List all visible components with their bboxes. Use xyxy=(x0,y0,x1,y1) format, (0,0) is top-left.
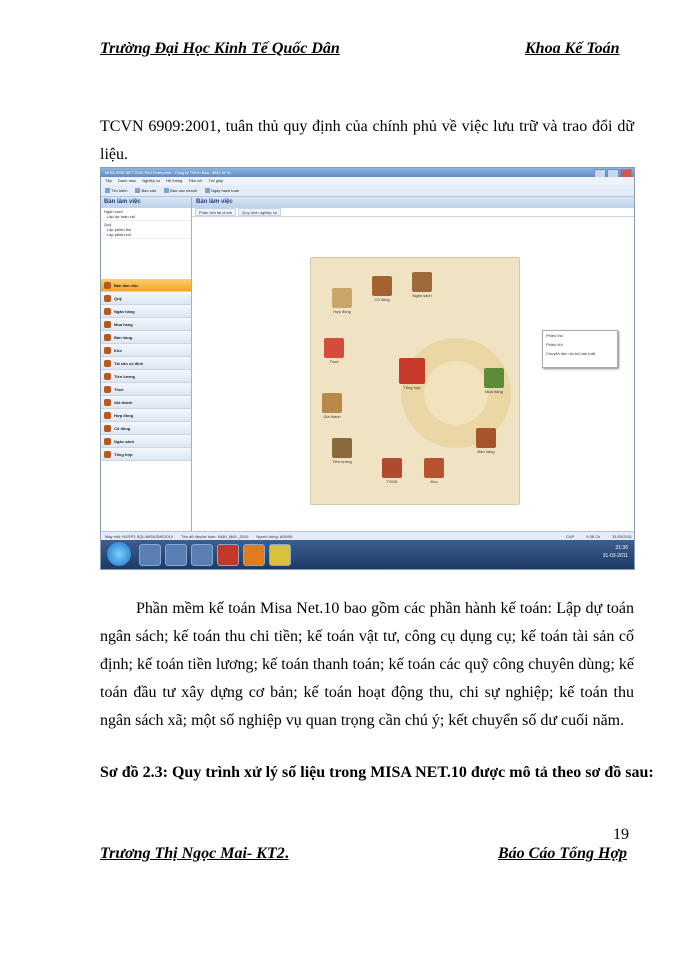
folder-icon[interactable] xyxy=(165,544,187,566)
menu-item[interactable]: Hệ thống xyxy=(166,178,183,183)
footer-author: Trương Thị Ngọc Mai- KT2. xyxy=(100,845,289,862)
module-budget[interactable]: Ngân sách xyxy=(101,435,191,448)
shareholder-icon xyxy=(104,425,111,432)
status-user: Người dùng: ADMIN xyxy=(256,534,293,539)
explorer-icon[interactable] xyxy=(139,544,161,566)
asset-icon xyxy=(382,458,402,478)
asset-icon xyxy=(104,360,111,367)
costing-icon xyxy=(322,393,342,413)
sales-icon xyxy=(476,428,496,448)
process-board xyxy=(310,257,520,505)
paragraph-intro: TCVN 6909:2001, tuân thủ quy định của chính phủ về việc lưu trữ và trao đổi dữ liệu. xyxy=(100,118,634,163)
module-sales[interactable]: Bán hàng xyxy=(101,331,191,344)
status-server: Máy chủ: NXSP3 SQL/MISASME2010 xyxy=(105,534,174,539)
contract-icon xyxy=(332,288,352,308)
desk-icon xyxy=(104,282,111,289)
node-contract[interactable]: Hợp đồng xyxy=(327,288,357,314)
tax-icon xyxy=(324,338,344,358)
report-icon xyxy=(135,188,140,193)
toolbar-search[interactable]: Tìm kiếm xyxy=(105,188,127,193)
cart-icon xyxy=(484,368,504,388)
node-tax[interactable]: Thuế xyxy=(319,338,349,364)
node-costing[interactable]: Giá thành xyxy=(317,393,347,419)
module-purchase[interactable]: Mua hàng xyxy=(101,318,191,331)
status-caps: CAP xyxy=(566,534,575,539)
node-payroll[interactable]: Tiền lương xyxy=(327,438,357,464)
shareholder-icon xyxy=(372,276,392,296)
toolbar-report[interactable]: Báo cáo xyxy=(135,188,156,193)
module-contract[interactable]: Hợp đồng xyxy=(101,409,191,422)
tax-icon xyxy=(104,386,111,393)
window-titlebar xyxy=(101,168,634,177)
shortcut-item[interactable]: Lập phiếu chi xyxy=(107,232,131,237)
menu-item[interactable]: Danh mục xyxy=(117,178,137,183)
status-database: Tên dữ liệu/kế toán: NAM_MAY_2010 xyxy=(181,534,249,539)
general-icon xyxy=(104,451,111,458)
diagram-caption: Sơ đồ 2.3: Quy trình xử lý số liệu trong MISA NET.10 được mô tả theo sơ đồ sau: xyxy=(100,764,654,781)
status-date: 31/03/2011 xyxy=(612,534,632,539)
context-item-receipt[interactable]: Phiếu thu xyxy=(546,333,563,338)
module-bank[interactable]: Ngân hàng xyxy=(101,305,191,318)
payroll-icon xyxy=(332,438,352,458)
node-fixed-assets[interactable]: TSCĐ xyxy=(377,458,407,484)
calendar-icon xyxy=(205,188,210,193)
module-cash[interactable]: Quỹ xyxy=(101,292,191,305)
window-title: MISA SME.NET 2010 R40 Enterprise - Công ty TNHH Bảo - Điện tử XL xyxy=(105,170,232,175)
context-item-transfer[interactable]: Chuyển tiền nội bộ bán mặt xyxy=(546,351,595,356)
node-general[interactable]: Tổng hợp xyxy=(397,358,427,390)
chrome-icon[interactable] xyxy=(269,544,291,566)
module-tax[interactable]: Thuế xyxy=(101,383,191,396)
group-heading: Quỹ xyxy=(104,222,112,227)
module-shareholder[interactable]: Cổ đông xyxy=(101,422,191,435)
menu-item[interactable]: Tệp xyxy=(105,178,112,183)
menu-item[interactable]: Tiện ích xyxy=(188,178,203,183)
footer-report: Báo Cáo Tổng Hợp xyxy=(498,845,628,862)
module-list xyxy=(101,279,191,461)
warehouse-icon xyxy=(424,458,444,478)
node-shareholder[interactable]: Cổ đông xyxy=(367,276,397,302)
module-desk[interactable]: Bàn làm việc xyxy=(101,279,191,292)
costing-icon xyxy=(104,399,111,406)
cart-icon xyxy=(104,321,111,328)
sales-icon xyxy=(104,334,111,341)
group-budget xyxy=(101,208,191,221)
workspace xyxy=(192,197,634,531)
status-time: 9:38 Ch xyxy=(586,534,601,539)
module-payroll[interactable]: Tiền lương xyxy=(101,370,191,383)
word-icon[interactable] xyxy=(191,544,213,566)
system-clock[interactable]: 21:36 31-03-2011 xyxy=(602,545,628,559)
start-button[interactable] xyxy=(107,542,131,566)
node-inventory[interactable]: Kho xyxy=(419,458,449,484)
module-general[interactable]: Tổng hợp xyxy=(101,448,191,461)
header-school: Trường Đại Học Kinh Tế Quốc Dân xyxy=(100,40,340,57)
node-budget[interactable]: Ngân sách xyxy=(407,272,437,298)
header-faculty: Khoa Kế Toán xyxy=(525,40,620,57)
left-panel xyxy=(101,197,192,531)
node-sales[interactable]: Bán hàng xyxy=(471,428,501,454)
shortcut-item[interactable]: Lập dự toán chi xyxy=(107,214,135,219)
bank-icon xyxy=(104,308,111,315)
module-fixed-assets[interactable]: Tài sản cố định xyxy=(101,357,191,370)
left-panel-title: Bàn làm việc xyxy=(101,197,191,208)
budget-icon xyxy=(104,438,111,445)
menu-item[interactable]: Trợ giúp xyxy=(208,178,224,183)
payroll-icon xyxy=(104,373,111,380)
context-item-payment[interactable]: Phiếu chi xyxy=(546,342,563,347)
cash-icon xyxy=(104,295,111,302)
misa-screenshot xyxy=(100,167,635,570)
context-menu xyxy=(542,330,618,368)
toolbar-posting-date[interactable]: Ngày hạch toán xyxy=(205,188,239,193)
toolbar xyxy=(101,185,635,197)
general-icon xyxy=(399,358,425,384)
warehouse-icon xyxy=(104,347,111,354)
shortcut-item[interactable]: Lập phiếu thu xyxy=(107,227,132,232)
tab-financial-analysis[interactable]: Phân tích tài chính xyxy=(195,208,236,216)
search-icon xyxy=(105,188,110,193)
quick-report-icon xyxy=(164,188,169,193)
module-inventory[interactable]: Kho xyxy=(101,344,191,357)
workspace-title: Bàn làm việc xyxy=(192,197,634,208)
group-heading: Ngân sách xyxy=(104,209,124,214)
contract-icon xyxy=(104,412,111,419)
tab-business-process[interactable]: Quy trình nghiệp vụ xyxy=(238,208,281,216)
windows-taskbar xyxy=(101,540,634,569)
module-costing[interactable]: Giá thành xyxy=(101,396,191,409)
menu-item[interactable]: Nghiệp vụ xyxy=(142,178,161,183)
group-cash xyxy=(101,221,191,239)
toolbar-quick-report[interactable]: Báo cáo nhanh xyxy=(164,188,197,193)
node-purchase[interactable]: Mua hàng xyxy=(479,368,509,394)
paragraph-modules: Phần mềm kế toán Misa Net.10 bao gồm các phần hành kế toán: Lập dự toán ngân sách; kế toán thu chi tiền; kế toán vật tư, công cụ dụng cụ; kế toán tài sản cố định; kế toán tiền lương; kế toán thanh toán; kế toán các quỹ công chuyên dùng; kế toán đầu tư xây dựng cơ bản; kế toán hoạt động thu, chi sự nghiệp; kế toán thu ngân sách xã; một số nghiệp vụ quan trọng cần chú ý; kết chuyển số dư cuối năm. xyxy=(100,600,634,729)
page-number: 19 xyxy=(613,826,629,843)
firefox-icon[interactable] xyxy=(243,544,265,566)
workspace-tabs xyxy=(192,208,634,217)
budget-icon xyxy=(412,272,432,292)
misa-icon[interactable] xyxy=(217,544,239,566)
menu-bar xyxy=(101,177,635,185)
